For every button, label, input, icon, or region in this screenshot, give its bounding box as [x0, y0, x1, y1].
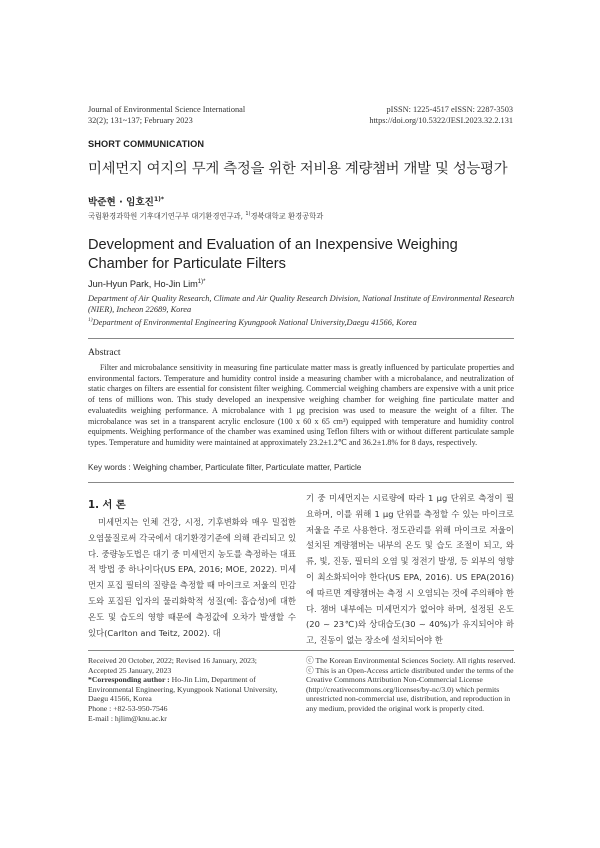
abstract-heading: Abstract: [88, 347, 121, 358]
footnote-rule: [88, 650, 514, 651]
journal-header-left: [88, 104, 245, 126]
copyright-line-1: ⓒ The Korean Environmental Sciences Society. All rights reserved.: [306, 656, 516, 665]
english-author-names: Jun-Hyun Park, Ho-Jin Lim: [88, 279, 198, 290]
corresponding-text: Ho-Jin Lim, Department of Environmental Engineering, Kyungpook National University, Daegu 41566, Korea: [88, 675, 278, 704]
korean-affiliation-main: 국립환경과학원 기후대기연구부 대기환경연구과,: [88, 211, 243, 221]
section-heading-introduction: 1. 서 론: [88, 500, 126, 511]
intro-left-column: 미세먼지는 인체 건강, 시정, 기후변화와 매우 밀접한 오염물질로써 각국에서 대기환경기준에 의해 관리되고 있다. 중량농도법은 대기 중 미세먼지 농도를 측정하는 대표적 방법 중 하나이다(US EPA, 2016; MOE, 2022). 미세먼지 포집 필터의 질량을 측정할 때 마이크로 저울의 민감도와 포집된 입자의 물리화학적 성질(예: 흡습성)에 대한 온도 및 습도의 영향 때문에 측정값에 오차가 발생할 수 있다(Carlton and Teitz, 2002). 대: [88, 517, 296, 638]
accepted-date: Accepted 25 January, 2023: [88, 665, 172, 675]
english-affiliation-1: Department of Air Quality Research, Climate and Air Quality Research Division, National Institute of Environmental Research (NIER), Incheon 22689, Korea: [88, 294, 515, 315]
intro-right-column: 기 중 미세먼지는 시료량에 따라 1 μg 단위로 측정이 필요하며, 이를 위해 1 μg 단위를 측정할 수 있는 마이크로 저울을 주로 사용한다. 정도관리를 위해 마이크로 저울이 설치된 계량챔버는 내부의 온도 및 습도 조절이 되고, 와류, 빛, 진동, 필터의 오염 및 정전기 발생, 등 외부의 영향이 최소화되어야 한다(US EPA, 2016). US EPA(2016)에 따르면 계량챔버는 측정 시 오염되는 것에 주의해야 한다. 챔버 내부에는 미세먼지가 없어야 하며, 설정된 온도(20 ~ 23℃)와 상대습도(30 ~ 40%)가 유지되어야 하고, 진동이 없는 장소에 설치되어야 한: [306, 493, 514, 646]
article-dates-and-contact: [88, 656, 293, 723]
issn: pISSN: 1225-4517 eISSN: 2287-3503: [386, 105, 513, 114]
doi-link[interactable]: https://doi.org/10.5322/JESI.2023.32.2.131: [369, 116, 513, 125]
abstract-text: Filter and microbalance sensitivity in measuring fine particulate matter mass is greatly influenced by particulate properties and environmental factors. Temperature and humidity control inside a measuring chamber with a microbalance, and neutralization of static charges on filters are essential for consistent filter weighing. Commercial weighing chambers are expensive with a unit price of tens of millions won. This study developed an inexpensive weighing chamber for weighing fine particulate matter and evaluatedits weighing performance. A microbalance with 1 μg precision was used to measure the weight of a filter. The microbalance was set in a transparent acrylic enclosure (100 x 60 x 65 cm³) equipped with temperature and humidity control equipments. Weighing performance of the chamber was examined using Teflon filters with or without different particulate sample types. Temperature and humidity were maintained at approximately 23.2±1.2℃ and 36.2±1.8% for 8 days, respectively.: [88, 363, 514, 447]
journal-header-right: [340, 104, 513, 126]
journal-issue: 32(2); 131~137; February 2023: [88, 116, 193, 125]
english-title: Development and Evaluation of an Inexpensive Weighing Chamber for Particulate Filters: [88, 237, 458, 272]
english-author-sup: 1)*: [197, 279, 206, 285]
korean-title: 미세먼지 여지의 무게 측정을 위한 저비용 계량챔버 개발 및 성능평가: [88, 161, 508, 177]
english-authors: [88, 279, 205, 289]
korean-author-names: 박준현 · 임호진: [88, 197, 154, 208]
english-affiliation-2-line: [88, 315, 518, 328]
korean-authors: [88, 194, 164, 208]
corresponding-author: [88, 675, 293, 704]
english-affiliation-2-sup: 1): [88, 317, 93, 324]
korean-affiliation-second: 경북대학교 환경공학과: [250, 211, 324, 221]
keywords-label: Key words :: [88, 463, 131, 472]
keywords-bottom-rule: [88, 482, 514, 483]
copyright-notice: [306, 656, 516, 714]
corresponding-label: *Corresponding author :: [88, 675, 170, 685]
korean-affiliation-sup: 1): [245, 211, 251, 217]
journal-name: Journal of Environmental Science International: [88, 105, 246, 114]
keywords: [88, 463, 514, 472]
korean-author-sup: 1)*: [153, 195, 164, 203]
english-affiliation-2: Department of Environmental Engineering Kyungpook National University,Daegu 41566, Korea: [92, 318, 417, 328]
english-affiliations: [88, 293, 518, 328]
copyright-line-2: ⓒ This is an Open-Access article distributed under the terms of the Creative Commons Attribution Non-Commercial License (http://creativecommons.org/licenses/by-nc/3.0) which permits unrestricted non-commercial use, distribution, and reproduction in any medium, provided the original work is properly cited.: [306, 665, 514, 713]
phone: Phone : +82-53-950-7546: [88, 703, 168, 713]
email-link[interactable]: E-mail : hjlim@knu.ac.kr: [88, 713, 167, 723]
article-type: SHORT COMMUNICATION: [88, 139, 205, 149]
received-date: Received 20 October, 2022; Revised 16 January, 2023;: [88, 656, 257, 665]
abstract-top-rule: [88, 338, 514, 339]
keywords-text: Weighing chamber, Particulate filter, Particulate matter, Particle: [133, 463, 362, 472]
korean-affiliation: [88, 211, 323, 221]
